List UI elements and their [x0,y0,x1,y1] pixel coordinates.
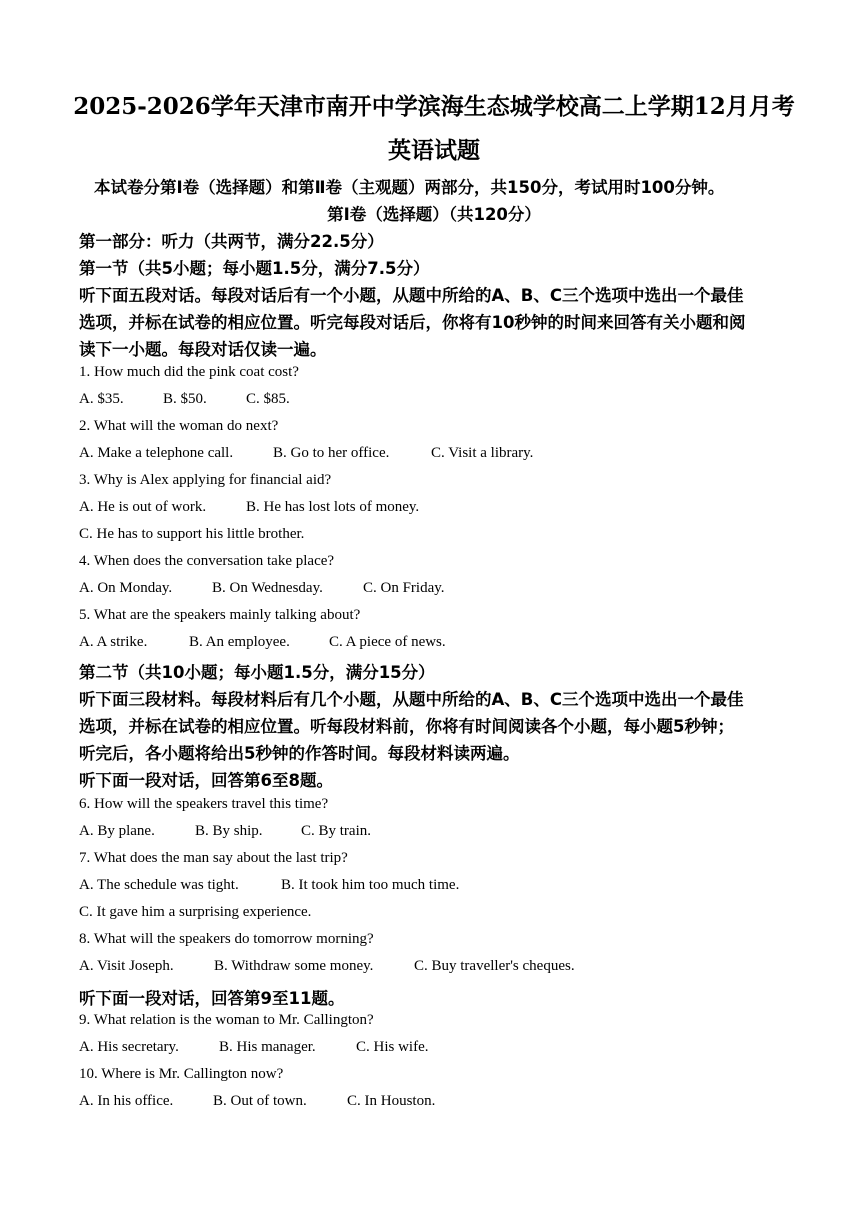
option-a: A. By plane. [79,823,155,839]
question-stem: 8. What will the speakers do tomorrow morning? [79,931,374,947]
option-c: C. A piece of news. [329,634,446,650]
option-a: A. On Monday. [79,580,173,596]
section1-instruction-line: 读下一小题。每段对话仅读一遍。 [79,340,327,359]
option-a: A. $35. [79,391,124,407]
question-stem: 3. Why is Alex applying for financial aid? [79,472,332,488]
option-a: A. He is out of work. [79,499,207,515]
section1-instruction-line: 选项，并标在试卷的相应位置。听完每段对话后，你将有10秒钟的时间来回答有关小题和阅 [79,313,746,332]
option-c: C. By train. [301,823,371,839]
option-c: C. He has to support his little brother. [79,526,305,542]
option-b: B. $50. [163,391,207,407]
option-c: C. It gave him a surprising experience. [79,904,312,920]
option-a: A. Make a telephone call. [79,445,234,461]
option-b: B. His manager. [219,1039,316,1055]
exam-subtitle: 英语试题 [388,138,480,164]
option-b: B. Out of town. [213,1093,307,1109]
option-a: A. A strike. [79,634,148,650]
option-b: B. An employee. [189,634,290,650]
question-stem: 1. How much did the pink coat cost? [79,364,299,380]
option-c: C. Visit a library. [431,445,534,461]
section2-instruction-line: 听完后，各小题将给出5秒钟的作答时间。每段材料读两遍。 [79,744,520,763]
group-heading: 听下面一段对话，回答第6至8题。 [79,771,333,790]
option-c: C. $85. [246,391,290,407]
exam-intro: 本试卷分第Ⅰ卷（选择题）和第Ⅱ卷（主观题）两部分，共150分，考试用时100分钟。 [94,178,725,197]
section1-instruction-line: 听下面五段对话。每段对话后有一个小题，从题中所给的A、B、C三个选项中选出一个最佳 [79,286,744,305]
option-a: A. His secretary. [79,1039,179,1055]
option-b: B. It took him too much time. [281,877,460,893]
question-stem: 7. What does the man say about the last trip? [79,850,348,866]
volume-heading: 第Ⅰ卷（选择题）（共120分） [327,205,541,224]
question-stem: 5. What are the speakers mainly talking about? [79,607,361,623]
option-a: A. In his office. [79,1093,174,1109]
question-stem: 9. What relation is the woman to Mr. Callington? [79,1012,374,1028]
option-c: C. His wife. [356,1039,429,1055]
section2-instruction-line: 听下面三段材料。每段材料后有几个小题，从题中所给的A、B、C三个选项中选出一个最佳 [79,690,744,709]
option-c: C. Buy traveller's cheques. [414,958,575,974]
option-b: B. He has lost lots of money. [246,499,420,515]
section2-heading: 第二节（共10小题；每小题1.5分，满分15分） [79,663,435,682]
option-c: C. On Friday. [363,580,445,596]
section2-instruction-line: 选项，并标在试卷的相应位置。听每段材料前，你将有时间阅读各个小题，每小题5秒钟； [79,717,734,736]
exam-title: 2025-2026学年天津市南开中学滨海生态城学校高二上学期12月月考 [73,93,795,120]
group-heading: 听下面一段对话，回答第9至11题。 [79,989,345,1008]
question-stem: 6. How will the speakers travel this time? [79,796,329,812]
option-b: B. Withdraw some money. [214,958,374,974]
option-a: A. The schedule was tight. [79,877,239,893]
option-c: C. In Houston. [347,1093,436,1109]
question-stem: 10. Where is Mr. Callington now? [79,1066,284,1082]
option-a: A. Visit Joseph. [79,958,174,974]
option-b: B. On Wednesday. [212,580,323,596]
question-stem: 2. What will the woman do next? [79,418,279,434]
option-b: B. By ship. [195,823,263,839]
option-b: B. Go to her office. [273,445,390,461]
part-heading: 第一部分：听力（共两节，满分22.5分） [79,232,384,251]
question-stem: 4. When does the conversation take place? [79,553,335,569]
section1-heading: 第一节（共5小题；每小题1.5分，满分7.5分） [79,259,430,278]
